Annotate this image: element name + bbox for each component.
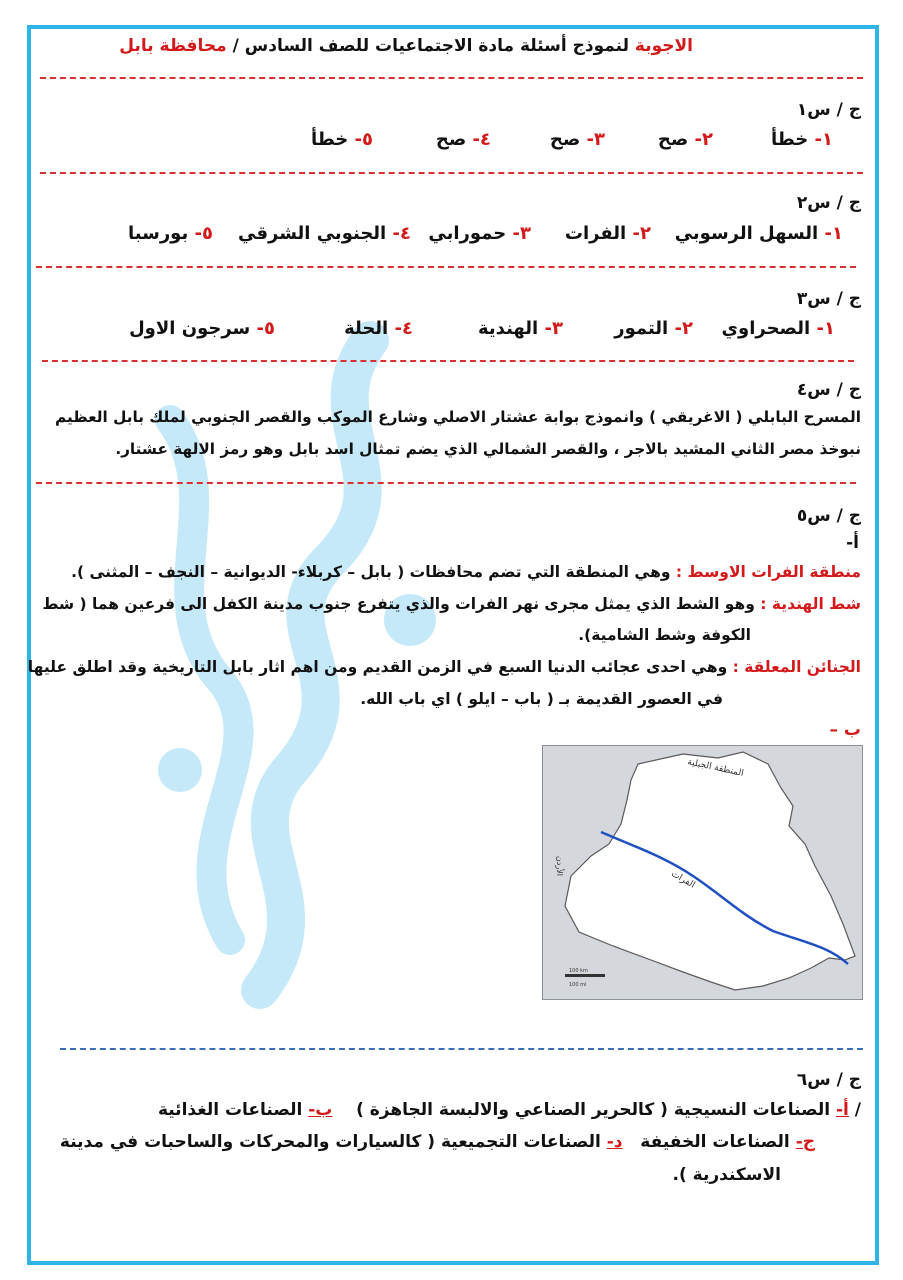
q5-row-1 — [71, 563, 861, 581]
map-svg — [543, 746, 863, 1000]
q6-a-text: الصناعات النسيجية ( كالحرير الصناعي والالبسة الجاهزة ) — [356, 1100, 831, 1120]
q5-row-3 — [28, 658, 861, 676]
map-label-river: الفرات — [669, 869, 697, 891]
q1-text-1: خطأ — [770, 129, 809, 150]
q5-key-3: الجنائن المعلقة : — [732, 658, 861, 676]
q3-text-3: الهندية — [478, 318, 539, 339]
q6-b-text: الصناعات الغذائية — [157, 1100, 303, 1120]
q2-text-4: الجنوبي الشرقي — [238, 223, 387, 244]
q5-text-2: وهو الشط الذي يمثل مجرى نهر الفرات والذي يتفرع جنوب مدينة الكفل الى فرعين هما ( شط — [42, 595, 755, 613]
divider — [60, 1048, 863, 1050]
q6-a: أ- — [835, 1100, 849, 1120]
q4-label-text: ج / س٤ — [796, 380, 861, 400]
q5-part-b: ب – — [829, 720, 861, 740]
q2-num-1: ١- — [824, 223, 843, 244]
q1-text-2: صح — [657, 129, 689, 150]
q3-text-1: الصحراوي — [721, 318, 811, 339]
q6-b: ب- — [308, 1100, 333, 1120]
q1-item-2 — [658, 129, 713, 150]
q2-text-5: بورسبا — [128, 223, 189, 244]
q3-text-4: الحلة — [344, 318, 389, 339]
q2-num-4: ٤- — [392, 223, 411, 244]
q2-num-2: ٢- — [632, 223, 651, 244]
q3-item-5 — [129, 318, 275, 339]
q1-text-4: صح — [435, 129, 467, 150]
q3-num-2: ٢- — [674, 318, 693, 339]
q6-c-text: الصناعات الخفيفة — [640, 1132, 790, 1152]
q6-slash: / — [854, 1100, 861, 1120]
q6-line-3: الاسكندرية ). — [672, 1165, 781, 1185]
divider — [42, 360, 854, 362]
scale-mi: 100 mi — [569, 982, 587, 988]
q3-text-2: التمور — [614, 318, 669, 339]
q5-key-1: منطقة الفرات الاوسط : — [675, 563, 861, 581]
q3-label-text: ج / س٣ — [796, 289, 861, 309]
page-frame — [27, 25, 879, 1265]
q2-item-4 — [238, 223, 411, 244]
page-header — [119, 36, 693, 56]
q6-d-text: الصناعات التجميعية ( كالسيارات والمحركات والساحبات في مدينة — [59, 1132, 601, 1152]
q6-c: ج- — [795, 1132, 815, 1152]
q5-text-3: وهي احدى عجائب الدنيا السبع في الزمن القديم ومن اهم اثار بابل التاريخية وقد اطلق عليها — [27, 658, 728, 676]
q1-label — [797, 100, 861, 120]
q5-row-2-cont: الكوفة وشط الشامية). — [578, 626, 751, 644]
q1-num-1: ١- — [814, 129, 833, 150]
q5-part-a: أ- — [846, 533, 859, 553]
q4-label — [797, 380, 861, 400]
scale-bar — [565, 974, 605, 977]
q2-item-2 — [565, 223, 651, 244]
q2-text-1: السهل الرسوبي — [674, 223, 819, 244]
q3-item-3 — [478, 318, 563, 339]
q1-num-2: ٢- — [694, 129, 713, 150]
iraq-outline — [565, 752, 855, 990]
q1-num-4: ٤- — [472, 129, 491, 150]
divider — [40, 77, 863, 79]
q6-line-2 — [60, 1132, 815, 1152]
q2-label-text: ج / س٢ — [796, 193, 861, 213]
q6-line-1 — [158, 1100, 861, 1120]
q1-text-5: خطأ — [310, 129, 349, 150]
q3-item-1 — [722, 318, 835, 339]
divider — [40, 172, 863, 174]
q1-item-3 — [550, 129, 605, 150]
answers-label: الاجوبة — [634, 36, 693, 56]
q4-line-2: نبوخذ مصر الثاني المشيد بالاجر ، والقصر الشمالي الذي يضم تمثال اسد بابل وهو رمز الالهة عشتار. — [115, 440, 861, 458]
header-province: محافظة بابل — [119, 36, 227, 56]
q3-num-1: ١- — [816, 318, 835, 339]
q3-text-5: سرجون الاول — [129, 318, 251, 339]
q3-item-2 — [614, 318, 693, 339]
q5-key-2: شط الهندية : — [760, 595, 861, 613]
q1-item-1 — [771, 129, 833, 150]
q2-label — [797, 193, 861, 213]
q3-num-5: ٥- — [256, 318, 275, 339]
q5-label — [797, 506, 861, 526]
q5-text-1: وهي المنطقة التي تضم محافظات ( بابل – كربلاء- الديوانية – النجف – المثنى ). — [71, 563, 671, 581]
q1-item-5 — [311, 129, 373, 150]
map-label-mountain: المنطقة الجبلية — [686, 757, 745, 779]
divider — [36, 266, 856, 268]
q2-item-3 — [428, 223, 531, 244]
header-title: لنموذج أسئلة مادة الاجتماعيات للصف السادس — [244, 36, 629, 56]
q5-row-2 — [42, 595, 861, 613]
q1-text-3: صح — [549, 129, 581, 150]
q6-label — [797, 1070, 861, 1090]
q3-num-4: ٤- — [394, 318, 413, 339]
q2-text-3: حمورابي — [428, 223, 507, 244]
q2-num-3: ٣- — [512, 223, 531, 244]
q3-num-3: ٣- — [544, 318, 563, 339]
map-label-jordan: الأردن — [555, 855, 564, 876]
q1-item-4 — [436, 129, 491, 150]
q3-label — [797, 289, 861, 309]
q5-row-3-cont: في العصور القديمة بـ ( باب – ايلو ) اي باب الله. — [360, 690, 723, 708]
q2-text-2: الفرات — [564, 223, 627, 244]
iraq-map — [542, 745, 863, 1000]
q3-item-4 — [344, 318, 413, 339]
header-sep: / — [232, 36, 239, 56]
q6-d: د- — [606, 1132, 623, 1152]
q4-line-1: المسرح البابلي ( الاغريقي ) وانموذج بوابة عشتار الاصلي وشارع الموكب والقصر الجنوبي لملك بابل العظيم — [54, 408, 861, 426]
q5-label-text: ج / س٥ — [796, 506, 861, 526]
q1-num-5: ٥- — [354, 129, 373, 150]
divider — [36, 482, 856, 484]
q1-num-3: ٣- — [586, 129, 605, 150]
q6-label-text: ج / س٦ — [796, 1070, 861, 1090]
scale-km: 100 km — [569, 968, 588, 974]
q2-num-5: ٥- — [194, 223, 213, 244]
q2-item-1 — [675, 223, 843, 244]
q2-item-5 — [128, 223, 213, 244]
q1-label-text: ج / س١ — [796, 100, 861, 120]
